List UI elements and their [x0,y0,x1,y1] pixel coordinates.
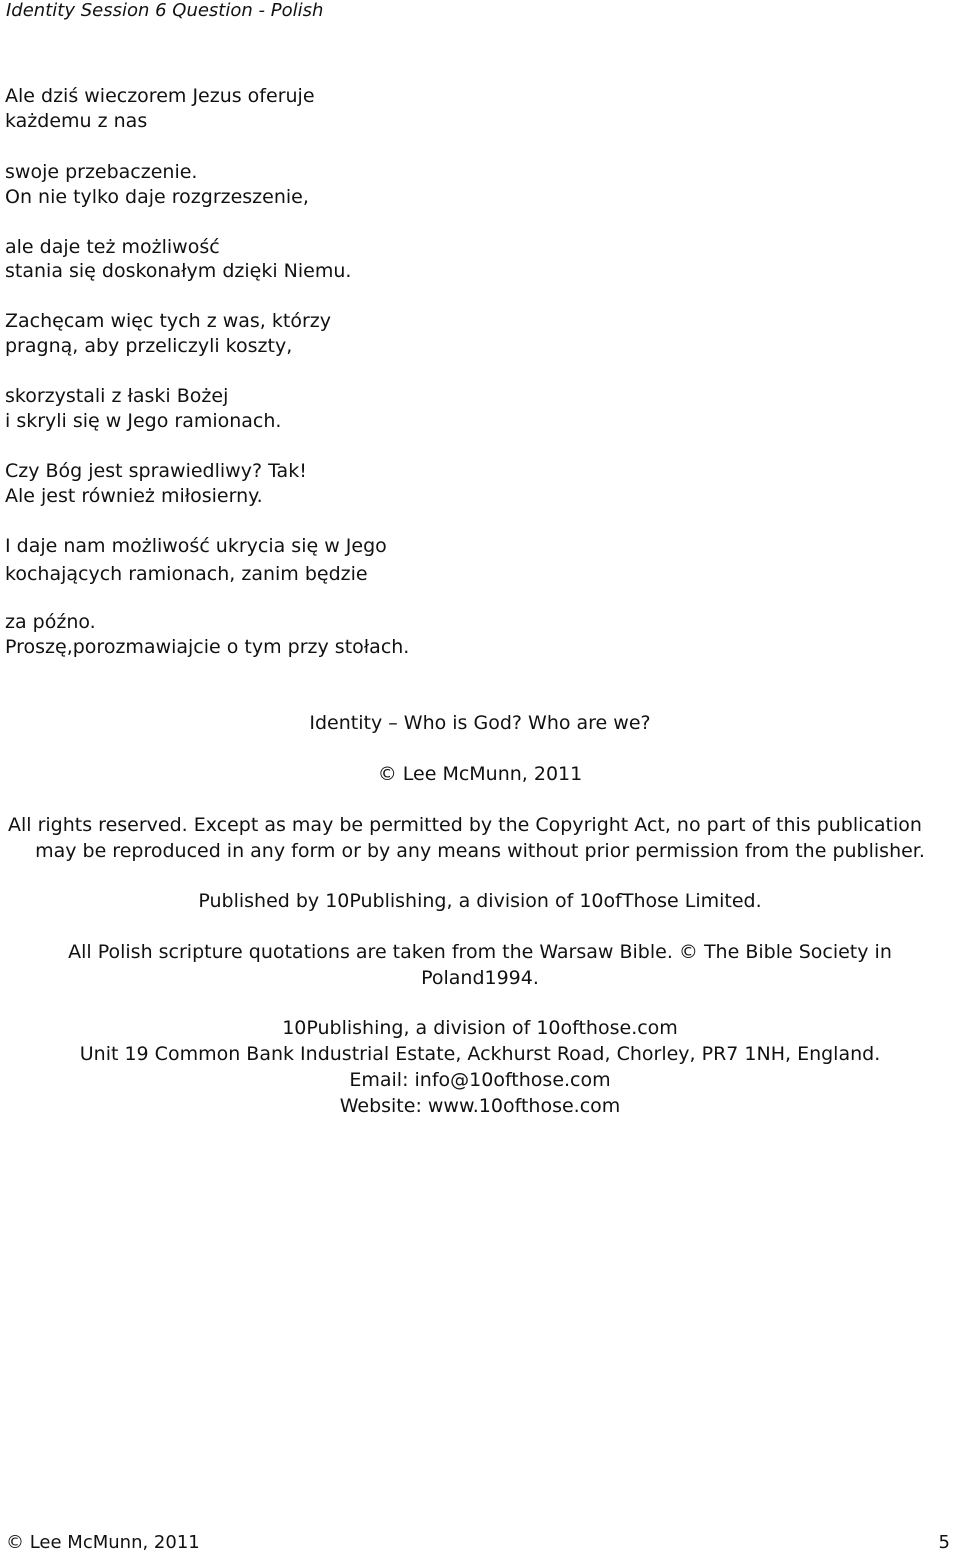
colophon-title: Identity – Who is God? Who are we? [309,712,651,734]
publisher-name: 10Publishing, a division of 10ofthose.com [282,1017,678,1039]
body-line: skorzystali z łaski Bożej [5,385,229,407]
rights-notice-line: All rights reserved. Except as may be permitted by the Copyright Act, no part of this publication [8,814,922,836]
publisher-email: Email: info@10ofthose.com [349,1069,611,1091]
rights-notice-line: may be reproduced in any form or by any means without prior permission from the publisher. [35,840,925,862]
publisher-address: Unit 19 Common Bank Industrial Estate, Ackhurst Road, Chorley, PR7 1NH, England. [79,1043,881,1065]
publisher-website: Website: www.10ofthose.com [339,1095,621,1117]
body-line: stania się doskonałym dzięki Niemu. [5,260,352,282]
body-line: On nie tylko daje rozgrzeszenie, [5,186,309,208]
body-line: swoje przebaczenie. [5,161,198,183]
scripture-notice-line: Poland1994. [421,967,539,989]
body-line: ale daje też możliwość [5,236,220,258]
published-by: Published by 10Publishing, a division of 10ofThose Limited. [198,890,762,912]
body-line: Ale jest również miłosierny. [5,485,263,507]
body-line: Zachęcam więc tych z was, którzy [5,310,331,332]
body-line: I daje nam możliwość ukrycia się w Jego [5,535,387,557]
body-line: Czy Bóg jest sprawiedliwy? Tak! [5,460,307,482]
body-line: pragną, aby przeliczyli koszty, [5,335,293,357]
scripture-notice-line: All Polish scripture quotations are taken from the Warsaw Bible. © The Bible Society in [68,941,892,963]
page-number: 5 [938,1532,950,1553]
colophon-copyright: © Lee McMunn, 2011 [377,763,583,785]
footer-copyright: © Lee McMunn, 2011 [6,1532,200,1553]
body-line: i skryli się w Jego ramionach. [5,410,282,432]
page-header-title: Identity Session 6 Question - Polish [6,0,324,21]
body-line: za późno. [5,611,96,633]
body-line: Ale dziś wieczorem Jezus oferuje [5,85,315,107]
body-line: kochających ramionach, zanim będzie [5,563,368,585]
body-line: każdemu z nas [5,110,148,132]
body-line: Proszę,porozmawiajcie o tym przy stołach. [5,636,410,658]
